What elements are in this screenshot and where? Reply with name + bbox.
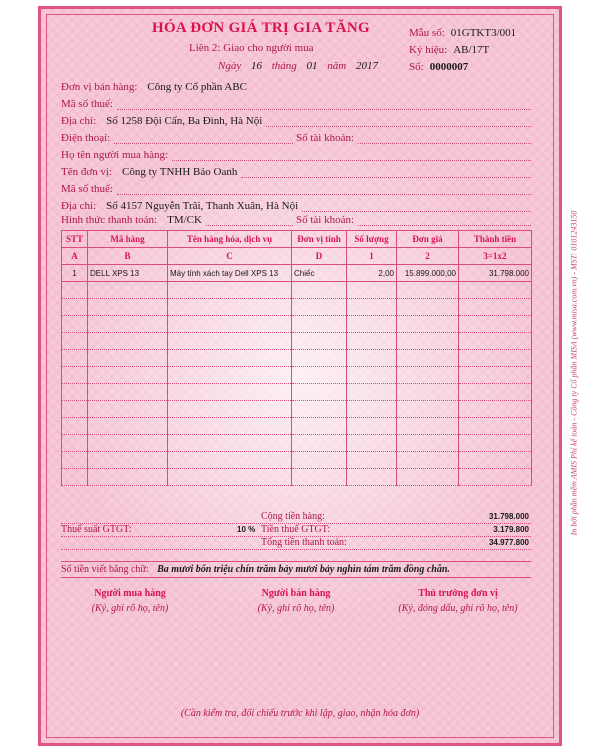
empty-cell bbox=[88, 316, 168, 333]
header-price: Đơn giá bbox=[397, 231, 459, 248]
totals-block bbox=[61, 511, 531, 550]
seller-phone-label: Điện thoại: bbox=[61, 132, 111, 144]
header-unit: Đơn vị tính bbox=[292, 231, 347, 248]
buyer-account bbox=[296, 214, 531, 226]
empty-row bbox=[62, 418, 532, 435]
header-code: Mã hàng bbox=[88, 231, 168, 248]
empty-row bbox=[62, 282, 532, 299]
empty-cell bbox=[347, 367, 397, 384]
vat-rate-value: 10 % bbox=[237, 525, 256, 534]
empty-cell bbox=[292, 350, 347, 367]
invoice-number bbox=[409, 61, 468, 73]
empty-cell bbox=[397, 452, 459, 469]
seller-account-label: Số tài khoản: bbox=[296, 132, 355, 144]
empty-cell bbox=[397, 418, 459, 435]
colid-a: A bbox=[62, 248, 88, 265]
buyer-unit bbox=[61, 166, 531, 178]
form-value: 01GTKT3/001 bbox=[450, 27, 517, 39]
empty-cell bbox=[168, 333, 292, 350]
empty-row bbox=[62, 452, 532, 469]
empty-row bbox=[62, 350, 532, 367]
table-row bbox=[62, 265, 532, 282]
empty-cell bbox=[168, 435, 292, 452]
side-note-text: In bởi phần mềm AMIS Phí kế toán - Công ty Cổ phần MISA (www.misa.com.vn) - MST: 0101243150 bbox=[569, 210, 579, 536]
total-row bbox=[61, 537, 531, 550]
column-id-row bbox=[62, 248, 532, 265]
seller-account bbox=[296, 132, 531, 144]
vat-rate-label: Thuế suất GTGT: bbox=[61, 524, 132, 535]
empty-cell bbox=[292, 333, 347, 350]
buyer-tax bbox=[61, 183, 531, 195]
empty-cell bbox=[397, 384, 459, 401]
empty-cell bbox=[88, 469, 168, 486]
amount-in-words bbox=[61, 561, 531, 578]
seller-phone bbox=[61, 132, 293, 144]
buyer-name-label: Họ tên người mua hàng: bbox=[61, 149, 169, 161]
buyer-name bbox=[61, 149, 531, 161]
total-value: 34.977.800 bbox=[488, 538, 529, 547]
header-qty: Số lượng bbox=[347, 231, 397, 248]
items-table bbox=[61, 230, 531, 486]
empty-cell bbox=[88, 418, 168, 435]
empty-row bbox=[62, 299, 532, 316]
empty-cell bbox=[168, 367, 292, 384]
empty-cell bbox=[62, 316, 88, 333]
empty-cell bbox=[459, 452, 532, 469]
invoice-symbol bbox=[409, 44, 489, 56]
empty-cell bbox=[347, 469, 397, 486]
empty-cell bbox=[459, 384, 532, 401]
invoice-title: HÓA ĐƠN GIÁ TRỊ GIA TĂNG bbox=[152, 20, 370, 36]
seller-tax-label: Mã số thuế: bbox=[61, 98, 113, 110]
cell-name: Máy tính xách tay Dell XPS 13 bbox=[168, 265, 292, 282]
empty-cell bbox=[397, 350, 459, 367]
empty-cell bbox=[88, 282, 168, 299]
empty-cell bbox=[397, 469, 459, 486]
footer-note: (Cần kiểm tra, đối chiếu trước khi lập, giao, nhận hóa đơn) bbox=[180, 708, 420, 719]
seller-tax bbox=[61, 98, 531, 110]
seller-address bbox=[61, 115, 531, 127]
buyer-address bbox=[61, 200, 531, 212]
seller-unit-value: Công ty Cổ phần ABC bbox=[147, 81, 248, 93]
copy-label: Liên 2: Giao cho người mua bbox=[189, 42, 314, 54]
empty-cell bbox=[62, 367, 88, 384]
symbol-value: AB/17T bbox=[453, 44, 490, 56]
colid-c: C bbox=[168, 248, 292, 265]
empty-cell bbox=[88, 299, 168, 316]
empty-row bbox=[62, 384, 532, 401]
empty-cell bbox=[459, 367, 532, 384]
empty-cell bbox=[347, 299, 397, 316]
empty-cell bbox=[168, 316, 292, 333]
director-signature bbox=[380, 588, 536, 614]
empty-cell bbox=[459, 469, 532, 486]
vat-label: Tiền thuế GTGT: bbox=[261, 524, 331, 535]
empty-cell bbox=[168, 469, 292, 486]
empty-cell bbox=[397, 333, 459, 350]
empty-cell bbox=[292, 384, 347, 401]
empty-cell bbox=[88, 401, 168, 418]
empty-cell bbox=[88, 384, 168, 401]
cell-price: 15.899.000,00 bbox=[397, 265, 459, 282]
symbol-label: Ký hiệu: bbox=[409, 44, 448, 56]
empty-cell bbox=[62, 452, 88, 469]
day-value: 16 bbox=[250, 60, 262, 72]
empty-cell bbox=[62, 401, 88, 418]
header-amount: Thành tiền bbox=[459, 231, 532, 248]
vat-value: 3.179.800 bbox=[493, 525, 529, 534]
empty-cell bbox=[397, 367, 459, 384]
empty-cell bbox=[347, 401, 397, 418]
empty-cell bbox=[292, 401, 347, 418]
cell-qty: 2,00 bbox=[347, 265, 397, 282]
empty-cell bbox=[459, 282, 532, 299]
empty-cell bbox=[347, 435, 397, 452]
colid-2: 2 bbox=[397, 248, 459, 265]
empty-cell bbox=[88, 333, 168, 350]
empty-cell bbox=[459, 350, 532, 367]
empty-cell bbox=[88, 452, 168, 469]
director-signature-title: Thủ trưởng đơn vị bbox=[418, 588, 498, 599]
empty-cell bbox=[168, 282, 292, 299]
subtotal-row bbox=[61, 511, 531, 524]
empty-cell bbox=[347, 384, 397, 401]
empty-row bbox=[62, 333, 532, 350]
empty-cell bbox=[292, 418, 347, 435]
empty-cell bbox=[62, 350, 88, 367]
month-label: tháng bbox=[271, 60, 297, 72]
empty-row bbox=[62, 401, 532, 418]
subtotal-value: 31.798.000 bbox=[488, 512, 529, 521]
day-label: Ngày bbox=[218, 60, 242, 72]
year-label: năm bbox=[327, 60, 347, 72]
seller-signature-title: Người bán hàng bbox=[261, 588, 331, 599]
empty-cell bbox=[397, 316, 459, 333]
year-value: 2017 bbox=[356, 60, 378, 72]
seller-address-value: Số 1258 Đội Cấn, Ba Đình, Hà Nội bbox=[106, 115, 263, 127]
buyer-address-value: Số 4157 Nguyễn Trãi, Thanh Xuân, Hà Nội bbox=[106, 200, 299, 212]
empty-cell bbox=[168, 350, 292, 367]
empty-cell bbox=[88, 435, 168, 452]
words-value: Ba mươi bốn triệu chín trăm bảy mươi bảy nghìn tám trăm đồng chẵn. bbox=[157, 564, 450, 575]
empty-cell bbox=[347, 282, 397, 299]
empty-cell bbox=[459, 435, 532, 452]
empty-cell bbox=[168, 418, 292, 435]
empty-cell bbox=[168, 384, 292, 401]
empty-cell bbox=[397, 299, 459, 316]
total-label: Tổng tiền thanh toán: bbox=[261, 537, 347, 548]
buyer-payment-label: Hình thức thanh toán: bbox=[61, 214, 158, 226]
empty-cell bbox=[62, 384, 88, 401]
empty-cell bbox=[459, 401, 532, 418]
empty-cell bbox=[397, 282, 459, 299]
empty-row bbox=[62, 316, 532, 333]
empty-cell bbox=[168, 401, 292, 418]
seller-address-label: Địa chỉ: bbox=[61, 115, 97, 127]
empty-cell bbox=[62, 435, 88, 452]
empty-cell bbox=[347, 333, 397, 350]
director-signature-note: (Ký, đóng dấu, ghi rõ họ, tên) bbox=[398, 603, 518, 614]
empty-cell bbox=[459, 316, 532, 333]
colid-d: D bbox=[292, 248, 347, 265]
buyer-unit-value: Công ty TNHH Bảo Oanh bbox=[122, 166, 238, 178]
empty-cell bbox=[292, 282, 347, 299]
header-name: Tên hàng hóa, dịch vụ bbox=[168, 231, 292, 248]
number-value: 0000007 bbox=[429, 61, 469, 73]
seller-signature-note: (Ký, ghi rõ họ, tên) bbox=[257, 603, 335, 614]
empty-cell bbox=[62, 299, 88, 316]
invoice-date bbox=[218, 60, 385, 72]
buyer-unit-label: Tên đơn vị: bbox=[61, 166, 113, 178]
seller-unit-label: Đơn vị bán hàng: bbox=[61, 81, 138, 93]
buyer-tax-label: Mã số thuế: bbox=[61, 183, 113, 195]
form-number bbox=[409, 27, 516, 39]
subtotal-label: Cộng tiền hàng: bbox=[261, 511, 325, 522]
buyer-payment-value: TM/CK bbox=[167, 214, 202, 226]
empty-cell bbox=[168, 452, 292, 469]
number-label: Số: bbox=[409, 61, 424, 73]
buyer-account-label: Số tài khoản: bbox=[296, 214, 355, 226]
empty-cell bbox=[62, 418, 88, 435]
empty-cell bbox=[292, 435, 347, 452]
words-label: Số tiền viết bằng chữ: bbox=[61, 564, 149, 575]
vat-row bbox=[61, 524, 531, 537]
cell-code: DELL XPS 13 bbox=[88, 265, 168, 282]
buyer-signature bbox=[60, 588, 200, 614]
empty-row bbox=[62, 435, 532, 452]
empty-cell bbox=[62, 333, 88, 350]
form-label: Mẫu số: bbox=[409, 27, 445, 39]
empty-cell bbox=[62, 469, 88, 486]
empty-cell bbox=[88, 367, 168, 384]
empty-cell bbox=[347, 350, 397, 367]
cell-unit: Chiếc bbox=[292, 265, 347, 282]
empty-cell bbox=[168, 299, 292, 316]
buyer-address-label: Địa chỉ: bbox=[61, 200, 97, 212]
empty-cell bbox=[459, 333, 532, 350]
cell-amount: 31.798.000 bbox=[459, 265, 532, 282]
table-header-row bbox=[62, 231, 532, 248]
empty-cell bbox=[459, 299, 532, 316]
empty-cell bbox=[459, 418, 532, 435]
empty-row bbox=[62, 469, 532, 486]
cell-stt: 1 bbox=[62, 265, 88, 282]
empty-cell bbox=[62, 282, 88, 299]
empty-cell bbox=[292, 299, 347, 316]
buyer-signature-title: Người mua hàng bbox=[94, 588, 166, 599]
empty-cell bbox=[292, 469, 347, 486]
seller-signature bbox=[226, 588, 366, 614]
empty-cell bbox=[397, 401, 459, 418]
empty-cell bbox=[347, 452, 397, 469]
empty-cell bbox=[88, 350, 168, 367]
empty-cell bbox=[292, 452, 347, 469]
empty-cell bbox=[347, 418, 397, 435]
buyer-signature-note: (Ký, ghi rõ họ, tên) bbox=[91, 603, 169, 614]
colid-3: 3=1x2 bbox=[459, 248, 532, 265]
colid-b: B bbox=[88, 248, 168, 265]
empty-cell bbox=[292, 316, 347, 333]
seller-unit bbox=[61, 81, 531, 93]
empty-cell bbox=[397, 435, 459, 452]
empty-row bbox=[62, 367, 532, 384]
empty-cell bbox=[292, 367, 347, 384]
empty-cell bbox=[347, 316, 397, 333]
header-stt: STT bbox=[62, 231, 88, 248]
month-value: 01 bbox=[306, 60, 318, 72]
colid-1: 1 bbox=[347, 248, 397, 265]
buyer-payment bbox=[61, 214, 293, 226]
